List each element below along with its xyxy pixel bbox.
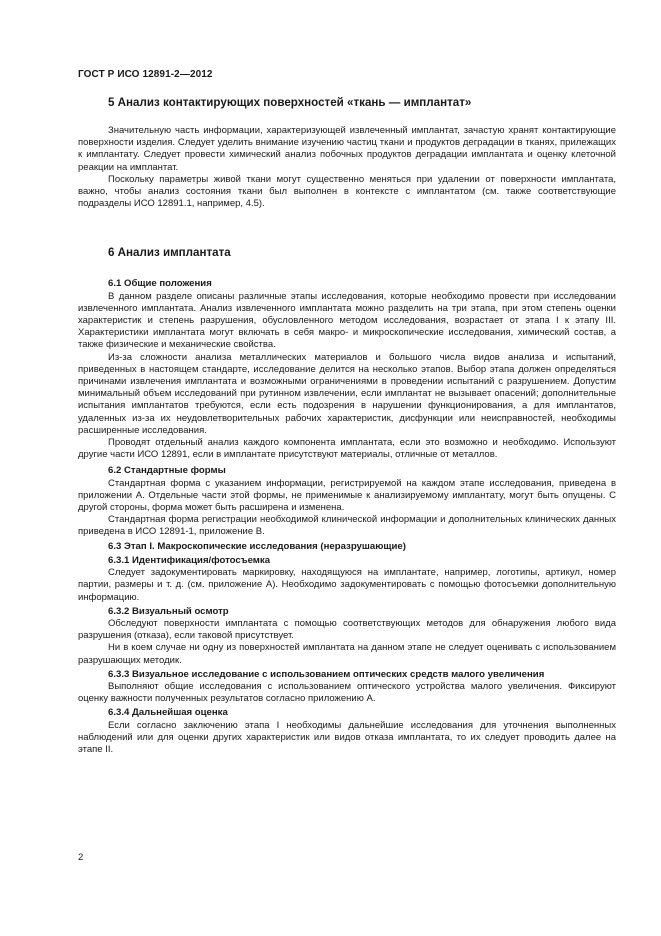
section-6-3-4-heading: 6.3.4 Дальнейшая оценка: [108, 707, 228, 719]
section-6-1-paragraph-1: В данном разделе описаны различные этапы исследования, которые необходимо провести при исследовании извлеченного имплантата. Анализ извлеченного имплантата можно разделить на три этапа, при этом степень оценки характеристик и степень разрушения, обусловленного методом исследования, возрастает от этапа I к этапу III. Характеристики имплантата могут включать в себя макро- и микроскопические исследования, химический состав, а также физические и механические свойства.: [78, 290, 616, 351]
section-5-heading: 5 Анализ контактирующих поверхностей «ткань — имплантат»: [108, 96, 472, 109]
section-6-3-1-paragraph-1: Следует задокументировать маркировку, находящуюся на имплантате, например, логотипы, артикул, номер партии, размеры и т. д. (см. приложение А). Необходимо задокументировать с помощью фотосъемки дополнительную информацию.: [78, 567, 616, 603]
section-6-3-heading: 6.3 Этап I. Макроскопические исследования (неразрушающие): [108, 540, 406, 552]
section-5-paragraph-2: Поскольку параметры живой ткани могут существенно меняться при удалении от поверхности имплантата, важно, чтобы анализ состояния ткани был выполнен в контексте с имплантатом (см. также соответствующие подразделы ИСО 12891.1, например, 4.5).: [78, 173, 616, 210]
section-6-3-3-heading: 6.3.3 Визуальное исследование с использованием оптических средств малого увеличения: [108, 668, 545, 680]
section-5-paragraph-1: Значительную часть информации, характеризующей извлеченный имплантат, зачастую хранят контактирующие поверхности изделия. Следует уделить внимание изучению частиц ткани и продуктов деградации в тканях, прилежащих к имплантату. Следует провести химический анализ побочных продуктов деградации имплантата и оценку клеточной реакции на имплантат.: [78, 125, 616, 173]
section-6-3-2-heading: 6.3.2 Визуальный осмотр: [108, 605, 229, 617]
document-header: ГОСТ Р ИСО 12891-2—2012: [78, 69, 213, 80]
page-content: [78, 96, 616, 756]
section-6-3-1-heading: 6.3.1 Идентификация/фотосъемка: [108, 554, 271, 566]
section-6-1-paragraph-3: Проводят отдельный анализ каждого компонента имплантата, если это возможно и необходимо. Используют другие части ИСО 12891, если в имплантате присутствуют материалы, отличные от металлов.: [78, 437, 616, 461]
page-number: 2: [78, 852, 84, 863]
section-6-3-4-paragraph-1: Если согласно заключению этапа I необходимы дальнейшие исследования для уточнения выполненных наблюдений или для оценки других характеристик или видов отказа имплантата, то их следует проводить далее на этапе II.: [78, 719, 616, 755]
section-6-3-3-paragraph-1: Выполняют общие исследования с использованием оптического устройства малого увеличения. Фиксируют оценку важности полученных результатов согласно приложению А.: [78, 680, 616, 705]
section-6-1-heading: 6.1 Общие положения: [108, 278, 212, 290]
section-6-2-paragraph-2: Стандартная форма регистрации необходимой клинической информации и дополнительных клинических данных приведена в ИСО 12891-1, приложение В.: [78, 514, 616, 538]
section-6-heading: 6 Анализ имплантата: [108, 246, 231, 260]
section-6-2-heading: 6.2 Стандартные формы: [108, 465, 226, 477]
section-6-3-2-paragraph-1: Обследуют поверхности имплантата с помощью соответствующих методов для обнаружения любого вида разрушения (отказа), если таковой присутствует.: [78, 617, 616, 642]
section-6-3-2-paragraph-2: Ни в коем случае ни одну из поверхностей имплантата на данном этапе не следует оценивать с использованием разрушающих методик.: [78, 642, 616, 666]
section-6-1-paragraph-2: Из-за сложности анализа металлических материалов и большого числа видов анализа и испытаний, приведенных в настоящем стандарте, исследование делится на несколько этапов. Выбор этапа должен определяться причинами извлечения имплантата и возможными ограничениями в проведении испытаний с разрушением. Допустим минимальный объем исследований при рутинном извлечении, если имплантат не вызывает опасений; дополнительные испытания имплантатов требуются, если есть подозрения в нарушении функционирования, а для имплантатов, удаленных из-за их неудовлетворительных рабочих характеристик, дисфункции или неисправностей, необходимы расширенные исследования.: [78, 351, 616, 436]
section-6-2-paragraph-1: Стандартная форма с указанием информации, регистрируемой на каждом этапе исследования, приведена в приложении А. Отдельные части этой формы, не применимые к анализируемому имплантату, могут быть опущены. С другой стороны, форма может быть расширена и изменена.: [78, 477, 616, 514]
